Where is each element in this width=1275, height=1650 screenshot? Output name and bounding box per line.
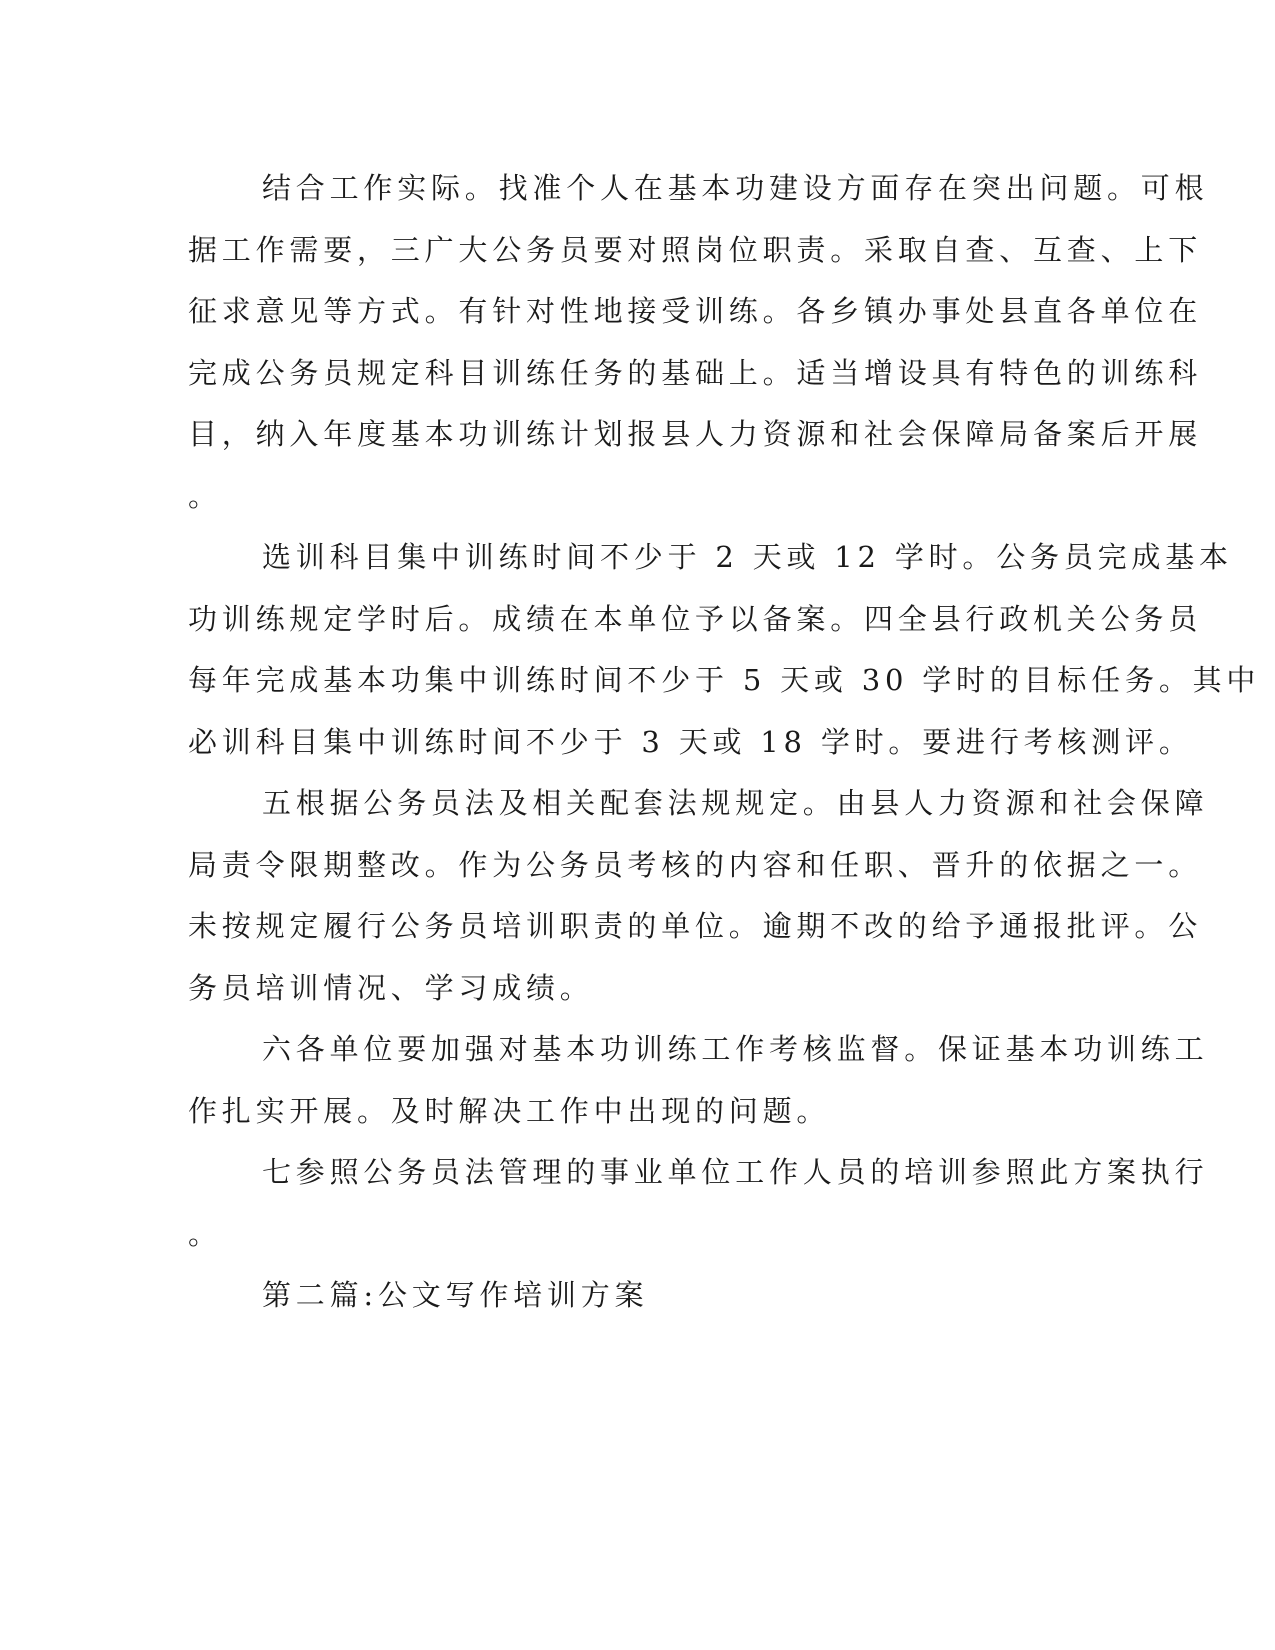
text-line: 七参照公务员法管理的事业单位工作人员的培训参照此方案执行 <box>262 1155 1209 1189</box>
text-line: 据工作需要，三广大公务员要对照岗位职责。采取自查、互查、上下 <box>188 232 1203 267</box>
text-line: 征求意见等方式。有针对性地接受训练。各乡镇办事处县直各单位在 <box>188 294 1203 328</box>
text-line: 每年完成基本功集中训练时间不少于 5 天或 30 学时的目标任务。其中 <box>188 663 1261 697</box>
text-line: 结合工作实际。找准个人在基本功建设方面存在突出问题。可根 <box>262 171 1209 205</box>
text-line: 六各单位要加强对基本功训练工作考核监督。保证基本功训练工 <box>262 1032 1209 1066</box>
text-line: 功训练规定学时后。成绩在本单位予以备案。四全县行政机关公务员 <box>188 601 1203 636</box>
text-line: 局责令限期整改。作为公务员考核的内容和任职、晋升的依据之一。 <box>188 847 1203 882</box>
section-heading-text: 第二篇:公文写作培训方案 <box>262 1278 649 1312</box>
paragraph-4 <box>188 1019 1209 1142</box>
section-heading <box>188 1265 1081 1327</box>
paragraph-1 <box>188 158 1209 527</box>
paragraph-3 <box>188 773 1209 1019</box>
text-line: 务员培训情况、学习成绩。 <box>188 970 594 1005</box>
text-line: 五根据公务员法及相关配套法规规定。由县人力资源和社会保障 <box>262 786 1209 820</box>
text-line: 完成公务员规定科目训练任务的基础上。适当增设具有特色的训练科 <box>188 355 1203 390</box>
text-line: 作扎实开展。及时解决工作中出现的问题。 <box>188 1093 831 1128</box>
text-line: 目，纳入年度基本功训练计划报县人力资源和社会保障局备案后开展 <box>188 417 1203 451</box>
paragraph-5 <box>188 1142 1209 1265</box>
text-line: 选训科目集中训练时间不少于 2 天或 12 学时。公务员完成基本 <box>262 540 1233 574</box>
text-line: 。 <box>188 478 222 513</box>
text-line: 未按规定履行公务员培训职责的单位。逾期不改的给予通报批评。公 <box>188 909 1203 943</box>
text-line: 必训科目集中训练时间不少于 3 天或 18 学时。要进行考核测评。 <box>188 724 1193 759</box>
text-line: 。 <box>188 1216 222 1251</box>
document-body <box>188 158 1261 1327</box>
paragraph-2 <box>188 527 1261 773</box>
